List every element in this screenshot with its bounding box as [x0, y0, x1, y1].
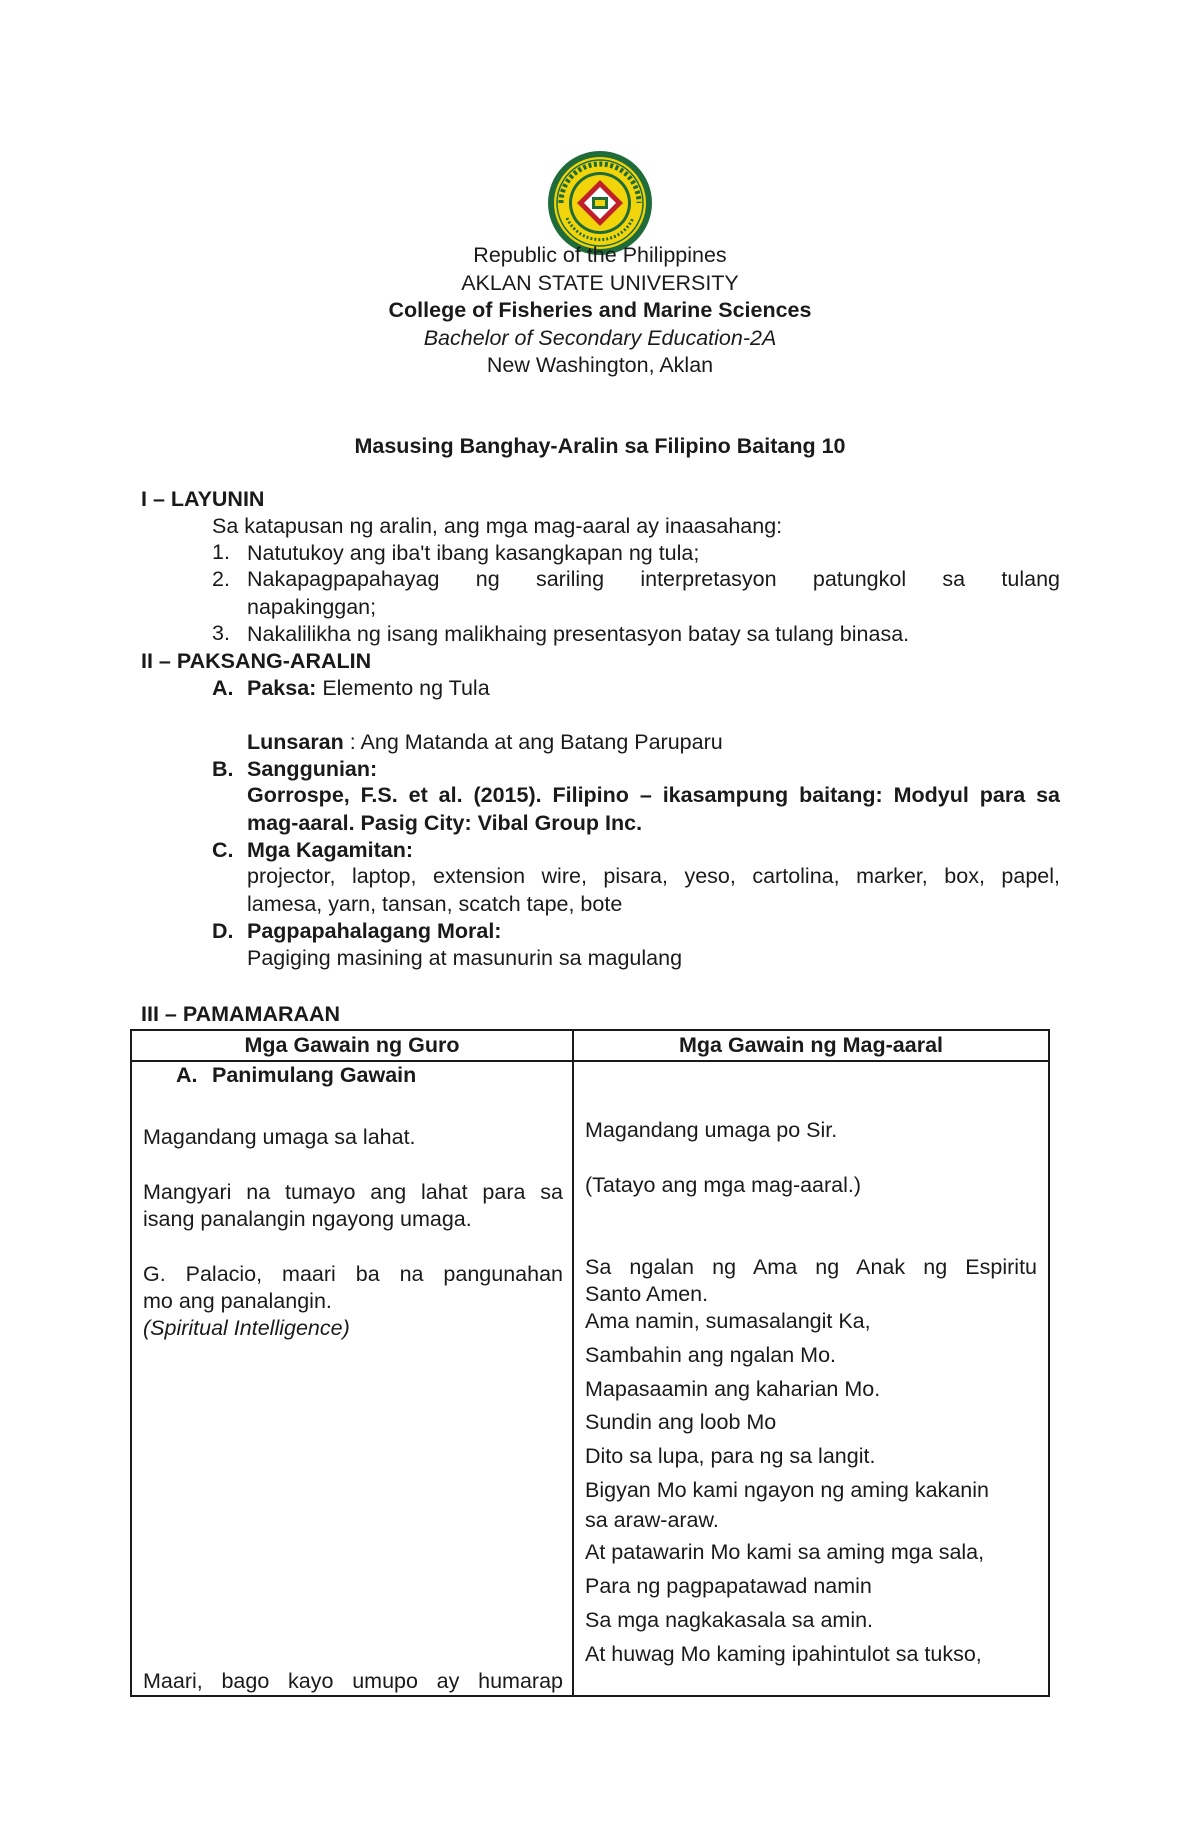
- prayer-line: At patawarin Mo kami sa aming mga sala,: [585, 1540, 985, 1564]
- college-name: College of Fisheries and Marine Sciences: [388, 298, 812, 322]
- column-header-mag-aaral: Mga Gawain ng Mag-aaral: [573, 1030, 1049, 1061]
- item-letter: D.: [212, 919, 234, 943]
- teacher-instruction: Mangyari na tumayo ang lahat para sa: [143, 1180, 563, 1204]
- section-pamamaraan-heading: III – PAMAMARAAN: [141, 1002, 341, 1026]
- table-row: [131, 1061, 1049, 1696]
- section-letter: A.: [176, 1063, 198, 1087]
- prayer-line: Ama namin, sumasalangit Ka,: [585, 1309, 871, 1333]
- prayer-line: At huwag Mo kaming ipahintulot sa tukso,: [585, 1642, 982, 1666]
- prayer-line: Sambahin ang ngalan Mo.: [585, 1343, 837, 1367]
- materials-line: projector, laptop, extension wire, pisara, yeso, cartolina, marker, box, papel,: [247, 864, 1060, 888]
- university-seal-logo: [547, 150, 653, 256]
- student-activities-cell: [573, 1061, 1049, 1696]
- item-letter: B.: [212, 757, 234, 781]
- intelligence-note: (Spiritual Intelligence): [143, 1316, 350, 1340]
- sanggunian-label: Sanggunian:: [247, 757, 378, 781]
- objective-number: 1.: [212, 540, 230, 564]
- prayer-line: Sundin ang loob Mo: [585, 1410, 777, 1434]
- item-letter: C.: [212, 838, 234, 862]
- sign-of-cross-continued: Santo Amen.: [585, 1282, 709, 1306]
- teacher-instruction-continued: isang panalangin ngayong umaga.: [143, 1207, 472, 1231]
- kagamitan-label: Mga Kagamitan:: [247, 838, 414, 862]
- paksa-label: Paksa:: [247, 676, 317, 700]
- sign-of-cross: Sa ngalan ng Ama ng Anak ng Espiritu: [585, 1255, 1037, 1279]
- section-paksa-heading: II – PAKSANG-ARALIN: [141, 649, 372, 673]
- lunsaran-label: Lunsaran: [247, 730, 344, 754]
- prayer-line: Mapasaamin ang kaharian Mo.: [585, 1377, 881, 1401]
- reference-line: Gorrospe, F.S. et al. (2015). Filipino – ikasampung baitang: Modyul para sa: [247, 783, 1060, 807]
- location: New Washington, Aklan: [486, 353, 714, 377]
- program-name: Bachelor of Secondary Education-2A: [423, 325, 777, 350]
- prayer-line: Sa mga nagkakasala sa amin.: [585, 1608, 874, 1632]
- student-action: (Tatayo ang mga mag-aaral.): [585, 1173, 862, 1197]
- student-greeting: Magandang umaga po Sir.: [585, 1118, 838, 1142]
- objective-item: Natutukoy ang iba't ibang kasangkapan ng tula;: [247, 541, 700, 565]
- prayer-line: Bigyan Mo kami ngayon ng aming kakanin: [585, 1478, 989, 1502]
- teacher-request: G. Palacio, maari ba na pangunahan: [143, 1262, 563, 1286]
- objective-item-continued: napakinggan;: [247, 595, 377, 619]
- table-header-row: [131, 1030, 1049, 1061]
- university-name: AKLAN STATE UNIVERSITY: [461, 270, 739, 295]
- objective-item: Nakapagpapahayag ng sariling interpretasyon patungkol sa tulang: [247, 567, 1060, 591]
- column-header-guro: Mga Gawain ng Guro: [131, 1030, 573, 1061]
- teacher-greeting: Magandang umaga sa lahat.: [143, 1125, 416, 1149]
- reference-line-continued: mag-aaral. Pasig City: Vibal Group Inc.: [247, 811, 643, 835]
- teacher-activities-cell: [131, 1061, 573, 1696]
- teacher-last-line: Maari, bago kayo umupo ay humarap: [143, 1669, 563, 1693]
- pagpapahalaga-value: Pagiging masining at masunurin sa magulang: [247, 946, 683, 970]
- lunsaran-line: [247, 729, 723, 756]
- objective-number: 2.: [212, 567, 230, 591]
- prayer-line: Para ng pagpapatawad namin: [585, 1574, 872, 1598]
- pagpapahalaga-label: Pagpapahalagang Moral:: [247, 919, 502, 943]
- lunsaran-value: : Ang Matanda at ang Batang Paruparu: [343, 730, 723, 754]
- prayer-line: Dito sa lupa, para ng sa langit.: [585, 1444, 876, 1468]
- objective-item: Nakalilikha ng isang malikhaing presentasyon batay sa tulang binasa.: [247, 622, 910, 646]
- document-header: [0, 242, 1200, 380]
- procedure-table: [130, 1029, 1050, 1697]
- item-letter: A.: [212, 676, 234, 700]
- section-title: Panimulang Gawain: [212, 1063, 417, 1087]
- section-layunin-heading: I – LAYUNIN: [141, 487, 265, 511]
- prayer-line: sa araw-araw.: [585, 1508, 719, 1532]
- paksa-value: Elemento ng Tula: [316, 676, 490, 700]
- teacher-request-continued: mo ang panalangin.: [143, 1289, 332, 1313]
- layunin-intro: Sa katapusan ng aralin, ang mga mag-aaral ay inaasahang:: [212, 514, 783, 538]
- paksa-line: [247, 675, 490, 702]
- republic-line: Republic of the Philippines: [473, 243, 727, 267]
- objective-number: 3.: [212, 621, 230, 645]
- document-title: Masusing Banghay-Aralin sa Filipino Baitang 10: [354, 434, 846, 458]
- materials-line-continued: lamesa, yarn, tansan, scatch tape, bote: [247, 892, 623, 916]
